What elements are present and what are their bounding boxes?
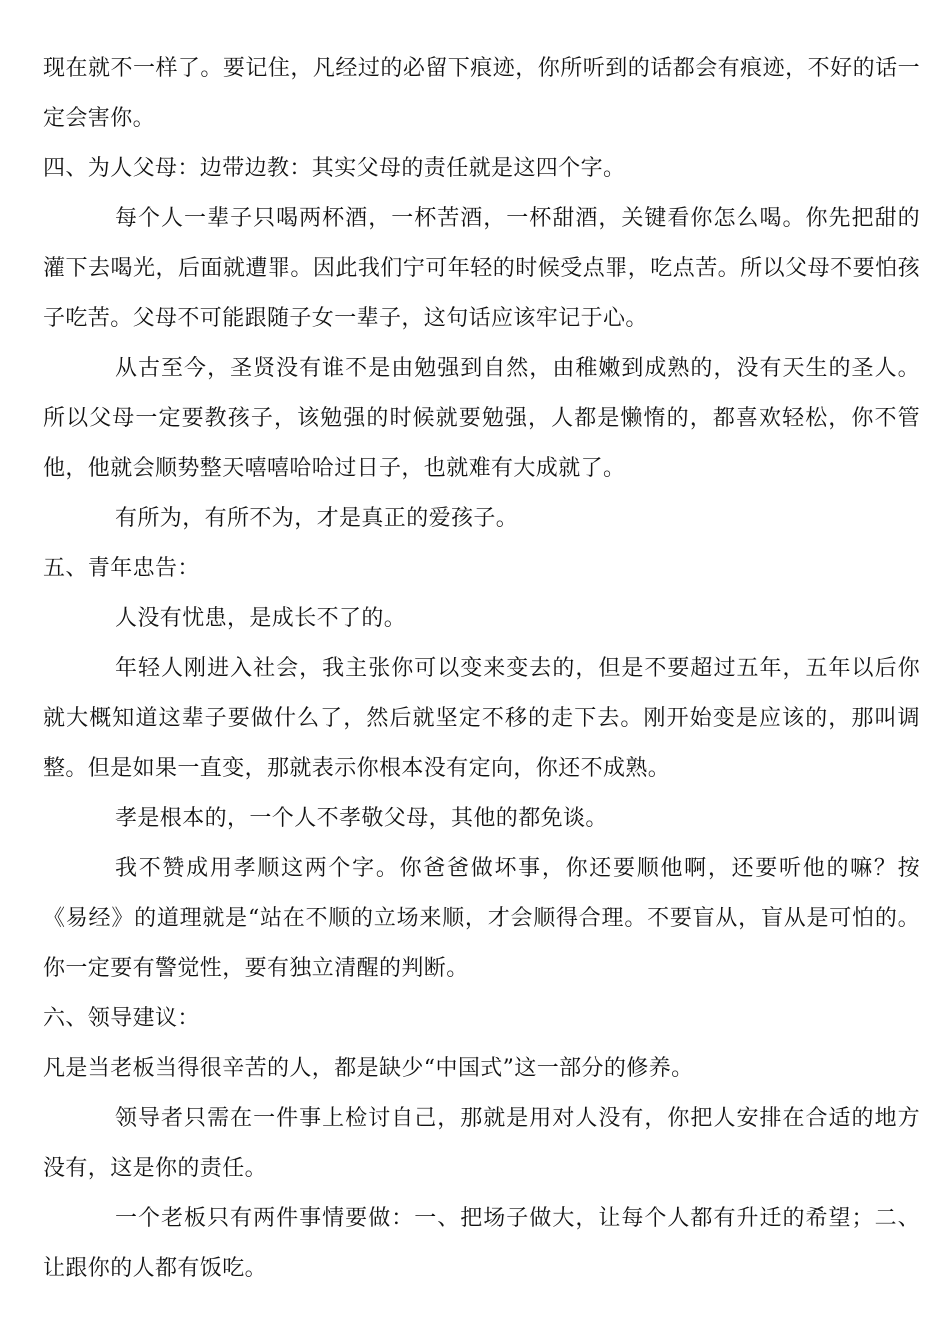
section-heading-parents: 四、为人父母：边带边教：其实父母的责任就是这四个字。 — [43, 156, 626, 181]
paragraph-five-years: 年轻人刚进入社会，我主张你可以变来变去的，但是不要超过五年，五年以后你就大概知道这辈子要做什么了，然后就坚定不移的走下去。刚开始变是应该的，那叫调整。但是如果一直变，那就表示你根本没有定向，你还不成熟。 — [43, 656, 920, 781]
paragraph-intro-continuation: 现在就不一样了。要记住，凡经过的必留下痕迹，你所听到的话都会有痕迹，不好的话一定会害你。 — [43, 56, 920, 131]
paragraph-sages: 从古至今，圣贤没有谁不是由勉强到自然，由稚嫩到成熟的，没有天生的圣人。所以父母一定要教孩子，该勉强的时候就要勉强，人都是懒惰的，都喜欢轻松，你不管他，他就会顺势整天嘻嘻哈哈过日子，也就难有大成就了。 — [43, 356, 920, 481]
paragraph-two-cups-of-wine: 每个人一辈子只喝两杯酒，一杯苦酒，一杯甜酒，关键看你怎么喝。你先把甜的灌下去喝光，后面就遭罪。因此我们宁可年轻的时候受点罪，吃点苦。所以父母不要怕孩子吃苦。父母不可能跟随子女一辈子，这句话应该牢记于心。 — [43, 206, 920, 331]
paragraph-leader-selfcheck: 领导者只需在一件事上检讨自己，那就是用对人没有，你把人安排在合适的地方没有，这是你的责任。 — [43, 1106, 920, 1181]
paragraph-boss-cultivation: 凡是当老板当得很辛苦的人，都是缺少“中国式”这一部分的修养。 — [43, 1056, 694, 1081]
section-heading-leadership: 六、领导建议： — [43, 1006, 200, 1031]
paragraph-worries: 人没有忧患，是成长不了的。 — [115, 606, 407, 631]
paragraph-yijing: 我不赞成用孝顺这两个字。你爸爸做坏事，你还要顺他啊，还要听他的嘛？按《易经》的道理就是“站在不顺的立场来顺，才会顺得合理。不要盲从，盲从是可怕的。你一定要有警觉性，要有独立清醒的判断。 — [43, 856, 920, 981]
paragraph-boss-two-things: 一个老板只有两件事情要做：一、把场子做大，让每个人都有升迁的希望；二、让跟你的人都有饭吃。 — [43, 1206, 920, 1281]
paragraph-true-love: 有所为，有所不为，才是真正的爱孩子。 — [115, 506, 519, 531]
paragraph-filial-piety: 孝是根本的，一个人不孝敬父母，其他的都免谈。 — [115, 806, 608, 831]
section-heading-youth: 五、青年忠告： — [43, 556, 200, 581]
